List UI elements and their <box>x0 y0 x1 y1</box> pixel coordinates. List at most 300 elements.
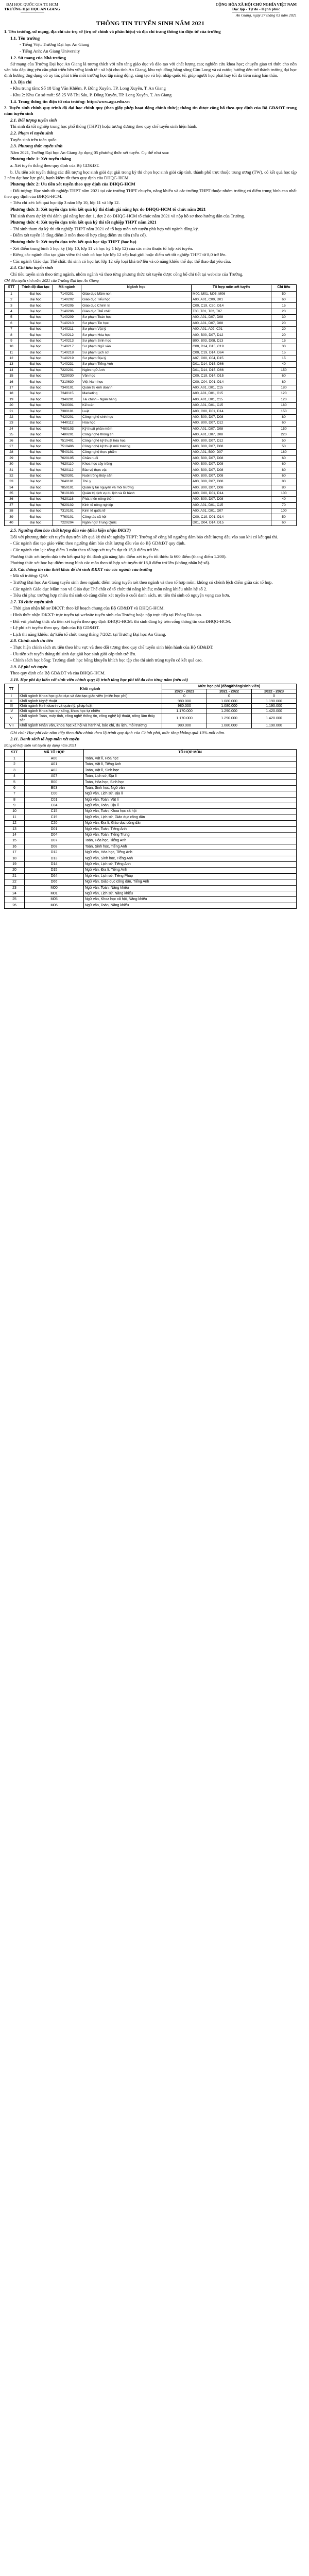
majors-row-cell: 80 <box>271 379 297 385</box>
majors-row <box>5 438 297 444</box>
majors-row-cell: Đại học <box>19 385 53 391</box>
majors-row <box>5 338 297 344</box>
combos-row <box>5 891 297 896</box>
combos-row-cell: Ngữ văn, Toán, Tiếng Anh <box>84 826 297 832</box>
majors-row-cell: 70 <box>271 502 297 508</box>
majors-row-cell: Đại học <box>19 490 53 496</box>
majors-row-cell: 40 <box>5 520 19 526</box>
majors-row-cell: 7220204 <box>53 520 81 526</box>
majors-row-cell: A07, C00, C04, D15 <box>192 355 271 361</box>
tuition-row-cell: V <box>5 714 19 723</box>
majors-row-cell: Chăn nuôi <box>81 455 192 461</box>
majors-row-cell: 7340201 <box>53 397 81 402</box>
majors-row-cell: Đại học <box>19 397 53 402</box>
majors-row-cell: Sư phạm Sinh học <box>81 338 192 344</box>
combos-row-cell: A07 <box>25 774 84 779</box>
combos-row-cell: C15 <box>25 809 84 815</box>
majors-row-cell: Sư phạm Toán học <box>81 315 192 320</box>
tuition-row-cell: 0 <box>207 694 252 699</box>
majors-table <box>4 284 297 527</box>
majors-row <box>5 514 297 520</box>
combos-row-cell: 7 <box>5 791 25 797</box>
majors-row-cell: Đại học <box>19 438 53 444</box>
majors-row-cell: Giáo dục Mầm non <box>81 291 192 297</box>
combos-row <box>5 826 297 832</box>
majors-row-cell: Ngôn ngữ Anh <box>81 367 192 373</box>
majors-row-cell: Giáo dục Thể chất <box>81 309 192 314</box>
combos-row-cell: 11 <box>5 815 25 820</box>
majors-row-cell: 15 <box>271 350 297 355</box>
majors-row-cell: Đại học <box>19 309 53 314</box>
majors-row-cell: Đại học <box>19 420 53 426</box>
majors-row-cell: 29 <box>5 455 19 461</box>
majors-row-cell: 15 <box>271 355 297 361</box>
majors-row-cell: 7140231 <box>53 362 81 367</box>
header-left <box>4 2 60 12</box>
majors-row-cell: 8 <box>5 332 19 338</box>
majors-row-cell: A00, A01, B00, D07 <box>192 450 271 455</box>
combos-row-cell: Ngữ văn, Toán, Địa lí <box>84 803 297 809</box>
majors-row <box>5 432 297 437</box>
tuition-row-cell: 1.420.000 <box>252 709 297 714</box>
majors-row <box>5 320 297 326</box>
combos-row-cell: Toán, Vật lí, Sinh học <box>84 768 297 773</box>
s25-text-4: Phương thức xét tuyển dựa trên kết quả kỳ thi đánh giá năng lực: điểm xét tuyển tối thiểu là 600 điểm (thang điểm 1.200). <box>10 553 227 559</box>
combos-row <box>5 903 297 908</box>
majors-row-cell: 15 <box>271 303 297 309</box>
majors-row-cell: 4 <box>5 309 19 314</box>
method-5a: - Xét điểm trung bình 5 học kỳ (lớp 10, lớp 11 và học kỳ 1 lớp 12) của các môn thuộc tổ hợp xét tuyển. <box>10 245 193 251</box>
majors-row-cell: 28 <box>5 450 19 455</box>
combos-row-cell: A00 <box>25 756 84 761</box>
majors-row-cell: 150 <box>271 426 297 432</box>
majors-row-cell: Công nghệ kỹ thuật môi trường <box>81 444 192 449</box>
majors-row-cell: 7140201 <box>53 291 81 297</box>
majors-row-cell: Việt Nam học <box>81 379 192 385</box>
majors-row-cell: Đại học <box>19 297 53 303</box>
majors-row-cell: Hóa học <box>81 420 192 426</box>
majors-row-cell: Văn học <box>81 374 192 379</box>
majors-row-cell: 39 <box>5 514 19 520</box>
majors-row-cell: 12 <box>5 355 19 361</box>
majors-row-cell: 7440112 <box>53 420 81 426</box>
majors-row-cell: C00, C19, D14, D64 <box>192 350 271 355</box>
s25-text-17: - Chính sách học bổng: Trường dành học bổng khuyến khích học tập cho thí sinh trúng tuyển có kết quả cao. <box>10 657 203 663</box>
combos-row-cell: Ngữ văn, Toán, Khoa học xã hội <box>84 809 297 815</box>
majors-body <box>5 291 297 526</box>
majors-row-cell: 7140219 <box>53 355 81 361</box>
majors-row-cell: Tài chính - Ngân hàng <box>81 397 192 402</box>
tuition-row-cell: 0 <box>162 694 207 699</box>
majors-row-cell: Đại học <box>19 338 53 344</box>
majors-row-cell: Giáo dục Tiểu học <box>81 297 192 303</box>
majors-row-cell: Quản lý tài nguyên và môi trường <box>81 485 192 490</box>
combos-row <box>5 768 297 773</box>
majors-row-cell: 19 <box>5 397 19 402</box>
s25-text-1: Đối với phương thức xét tuyển dựa trên kết quả kỳ thi tốt nghiệp THPT: Trường sẽ công bố ngưỡng đảm bảo chất lượng đầu vào sau khi có kết quả thi. <box>10 534 278 539</box>
tuition-row-cell: 1.080.000 <box>207 723 252 728</box>
majors-row-cell: Kế toán <box>81 403 192 409</box>
method-5-heading: Phương thức 5: Xét tuyển dựa trên kết quả học tập THPT (học bạ) <box>10 239 136 244</box>
combos-row <box>5 856 297 861</box>
majors-row-cell: Sư phạm Lịch sử <box>81 350 192 355</box>
majors-row-cell: A00, B00, D07, D12 <box>192 332 271 338</box>
majors-row <box>5 303 297 309</box>
majors-row-cell: 15 <box>271 338 297 344</box>
majors-row-cell: Đại học <box>19 367 53 373</box>
combos-row-cell: 8 <box>5 797 25 803</box>
majors-row-cell: Đại học <box>19 455 53 461</box>
majors-row-cell: 80 <box>271 485 297 490</box>
combos-row <box>5 844 297 850</box>
combos-row-cell: Toán, Sinh học, Ngữ văn <box>84 785 297 791</box>
majors-row-cell: 13 <box>5 362 19 367</box>
majors-row <box>5 350 297 355</box>
majors-row-cell: 20 <box>5 403 19 409</box>
majors-row-cell: 6 <box>5 320 19 326</box>
combos-row-cell: 16 <box>5 844 25 850</box>
majors-table-caption: Chỉ tiêu tuyển sinh năm 2021 của Trường Đại học An Giang <box>4 278 99 283</box>
majors-row-cell: A00, A01, D07, D08 <box>192 432 271 437</box>
majors-row-cell: 7140213 <box>53 338 81 344</box>
name-english: - Tiếng Anh: An Giang University <box>20 48 80 54</box>
majors-row-cell: 60 <box>271 520 297 526</box>
majors-row-cell: 7140206 <box>53 309 81 314</box>
tuition-group-header: Mức học phí (đồng/tháng/sinh viên) <box>162 684 297 689</box>
tuition-row-cell: 980.000 <box>162 723 207 728</box>
majors-row <box>5 332 297 338</box>
majors-row-cell: A00, A01, D01, D07 <box>192 509 271 514</box>
majors-row-cell: A00, A01, A02, C01 <box>192 326 271 332</box>
majors-row-cell: Đại học <box>19 502 53 508</box>
majors-row <box>5 502 297 508</box>
s25-item-1: 2.5. Ngưỡng đảm bảo chất lượng đầu vào (điều kiện nhận ĐKXT) <box>10 528 131 533</box>
s25-text-9: - Tiêu chí phụ: trường hợp nhiều thí sinh có cùng điểm xét tuyển ở cuối danh sách, ưu tiên thí sinh có nguyện vọng cao hơn. <box>10 592 230 598</box>
majors-row <box>5 467 297 473</box>
combos-row-cell: 4 <box>5 774 25 779</box>
majors-row-cell: Đại học <box>19 479 53 485</box>
combos-heading: 2.11. Danh sách tổ hợp môn xét tuyển <box>10 736 80 742</box>
majors-row-cell: 16 <box>5 379 19 385</box>
s1-item-1: 1.1. Tên trường <box>10 35 40 41</box>
majors-row <box>5 297 297 303</box>
majors-row-cell: Đại học <box>19 403 53 409</box>
majors-col-stt: STT <box>5 284 19 291</box>
method-2-heading: Phương thức 2: Ưu tiên xét tuyển theo quy định của ĐHQG-HCM <box>10 181 135 187</box>
s2-text-2: Tuyển sinh trên toàn quốc. <box>10 137 58 142</box>
majors-col-code: Mã ngành <box>53 284 81 291</box>
combos-row <box>5 862 297 868</box>
majors-row <box>5 397 297 402</box>
majors-row-cell: 60 <box>271 461 297 467</box>
majors-col-name: Ngành học <box>81 284 192 291</box>
combos-row <box>5 879 297 885</box>
majors-row-cell: 7140209 <box>53 315 81 320</box>
majors-row-cell: 3 <box>5 303 19 309</box>
majors-row-cell: 30 <box>271 315 297 320</box>
majors-row-cell: Quản trị dịch vụ du lịch và lữ hành <box>81 490 192 496</box>
majors-row-cell: 7340301 <box>53 403 81 409</box>
combos-row-cell: Toán, Hóa học, Sinh học <box>84 779 297 785</box>
s25-text-11: - Hình thức nhận ĐKXT: trực tuyến tại website tuyển sinh của Trường hoặc nộp trực tiếp tại Phòng Đào tạo. <box>10 612 202 617</box>
combos-row <box>5 762 297 768</box>
tuition-row-cell: 1.420.000 <box>252 714 297 723</box>
majors-row-cell: 36 <box>5 497 19 502</box>
majors-row-cell: 7810103 <box>53 490 81 496</box>
university-name: TRƯỜNG ĐẠI HỌC AN GIANG <box>4 7 60 12</box>
tuition-row-cell: Khối ngành Nghệ thuật <box>19 699 162 704</box>
combos-col-stt: STT <box>5 749 25 756</box>
majors-row <box>5 326 297 332</box>
combos-row-cell: D14 <box>25 862 84 868</box>
majors-row <box>5 391 297 397</box>
method-1b: b. Ưu tiên xét tuyển thẳng các đối tượng học sinh giỏi đạt giải trong kỳ thi chọn học sinh giỏi cấp tỉnh, thành phố trực thuộc trung ương (TW), có kết quả học tập 3 năm đạt học lực giỏi, hạnh kiểm tốt theo quy định của ĐHQG-HCM. <box>4 169 297 180</box>
combos-row-cell: 17 <box>5 850 25 856</box>
majors-row-cell: 32 <box>5 473 19 479</box>
majors-row-cell: Kỹ thuật phần mềm <box>81 426 192 432</box>
majors-row-cell: Đại học <box>19 426 53 432</box>
combos-row-cell: D07 <box>25 838 84 844</box>
majors-row-cell: A00, A01, D01, C15 <box>192 502 271 508</box>
combos-row-cell: 15 <box>5 838 25 844</box>
combos-row-cell: Ngữ văn, Toán, Năng khiếu <box>84 903 297 908</box>
s2-item-2: 2.2. Phạm vi tuyển sinh <box>10 130 54 136</box>
majors-row-cell: Đại học <box>19 315 53 320</box>
tuition-row-cell: 1.190.000 <box>252 704 297 709</box>
majors-row-cell: A00, B00, D07, D08 <box>192 461 271 467</box>
majors-col-combos: Tổ hợp môn xét tuyển <box>192 284 271 291</box>
method-5c: - Các ngành Giáo dục Thể chất: thí sinh có học lực lớp 12 xếp loại khá trở lên và có năng khiếu thể dục thể thao đạt yêu cầu. <box>10 258 231 264</box>
tuition-col-2020: 2020 - 2021 <box>162 689 207 694</box>
majors-row-cell: A00, B00, D07, D08 <box>192 485 271 490</box>
s25-text-18: Theo quy định của Bộ GD&ĐT và của ĐHQG-HCM. <box>10 670 106 676</box>
majors-row-cell: Đại học <box>19 509 53 514</box>
majors-row-cell: 20 <box>271 309 297 314</box>
majors-row-cell: 7140212 <box>53 332 81 338</box>
majors-row-cell: Đại học <box>19 520 53 526</box>
s1-item-3: 1.3. Địa chỉ <box>10 79 32 84</box>
s25-text-14: - Lịch thi năng khiếu: dự kiến tổ chức trong tháng 7/2021 tại Trường Đại học An Giang. <box>10 631 166 637</box>
combos-row-cell: B00 <box>25 779 84 785</box>
majors-row-cell: 7850101 <box>53 485 81 490</box>
majors-row-cell: 7510401 <box>53 438 81 444</box>
method-4-heading: Phương thức 4: Xét tuyển dựa trên kết quả kỳ thi tốt nghiệp THPT năm 2021 <box>10 219 157 225</box>
combos-row-cell: C04 <box>25 803 84 809</box>
combos-row-cell: 25 <box>5 897 25 903</box>
tuition-row <box>5 694 297 699</box>
combos-row-cell: A01 <box>25 762 84 768</box>
combos-col-subjects: TỔ HỢP MÔN <box>84 749 297 756</box>
majors-row-cell: Khoa học cây trồng <box>81 461 192 467</box>
majors-row-cell: Bảo vệ thực vật <box>81 467 192 473</box>
majors-row-cell: 7140218 <box>53 350 81 355</box>
majors-row-cell: Đại học <box>19 473 53 479</box>
combos-row-cell: D13 <box>25 856 84 861</box>
majors-row <box>5 409 297 414</box>
method-3-heading: Phương thức 3: Xét tuyển dựa trên kết quả kỳ thi đánh giá năng lực do ĐHQG-HCM tổ chức năm 2021 <box>10 206 206 212</box>
majors-row-cell: Đại học <box>19 514 53 520</box>
majors-row <box>5 374 297 379</box>
combos-row <box>5 897 297 903</box>
majors-row <box>5 509 297 514</box>
majors-row-cell: 35 <box>5 490 19 496</box>
majors-row-cell: Quản trị kinh doanh <box>81 385 192 391</box>
majors-row-cell: Đại học <box>19 362 53 367</box>
majors-row-cell: Đại học <box>19 461 53 467</box>
combos-row-cell: 6 <box>5 785 25 791</box>
majors-row-cell: Kinh tế nông nghiệp <box>81 502 192 508</box>
majors-row-cell: B00, B03, D08, D13 <box>192 338 271 344</box>
tuition-col-2021: 2021 - 2022 <box>207 689 252 694</box>
majors-row-cell: 40 <box>271 362 297 367</box>
majors-row <box>5 479 297 485</box>
combos-row-cell: Toán, Vật lí, Tiếng Anh <box>84 762 297 768</box>
majors-row-cell: 7480201 <box>53 432 81 437</box>
combos-row-cell: 21 <box>5 873 25 879</box>
combos-row <box>5 868 297 873</box>
majors-row-cell: Đại học <box>19 485 53 490</box>
tuition-row-cell: 1.190.000 <box>252 723 297 728</box>
majors-row-cell: Đại học <box>19 414 53 420</box>
method-2-criteria: - Tiêu chí xét: kết quả học tập 3 năm lớp 10, lớp 11 và lớp 12. <box>10 200 120 206</box>
majors-row-cell: 120 <box>271 397 297 402</box>
majors-row-cell: Công nghệ thông tin <box>81 432 192 437</box>
combos-row <box>5 833 297 838</box>
majors-row-cell: 150 <box>271 367 297 373</box>
combos-row-cell: 10 <box>5 809 25 815</box>
majors-row <box>5 473 297 479</box>
majors-row-cell: 30 <box>271 344 297 350</box>
majors-row <box>5 461 297 467</box>
majors-col-level: Trình độ đào tạo <box>19 284 53 291</box>
tuition-row-cell: Khối ngành Nhân văn, khoa học xã hội và hành vi, báo chí, du lịch, môi trường <box>19 723 162 728</box>
combos-row-cell: Ngữ văn, Địa lí, Giáo dục công dân <box>84 821 297 826</box>
majors-row-cell: A00, B00, D07, D08 <box>192 444 271 449</box>
majors-row-cell: Đại học <box>19 320 53 326</box>
s25-item-2: 2.6. Các thông tin cần thiết khác để thí sinh ĐKXT vào các ngành của trường <box>10 566 152 572</box>
majors-row-cell: 7140217 <box>53 344 81 350</box>
combos-row-cell: D64 <box>25 873 84 879</box>
tuition-row-cell: 1.290.000 <box>207 714 252 723</box>
majors-row-cell: 60 <box>271 297 297 303</box>
majors-row-cell: 120 <box>271 391 297 397</box>
majors-row-cell: Đại học <box>19 291 53 297</box>
combos-row-cell: Ngữ văn, Địa lí, Tiếng Anh <box>84 868 297 873</box>
tuition-row-cell: Khối ngành Khoa học sự sống, khoa học tự nhiên <box>19 709 162 714</box>
majors-row-cell: 100 <box>271 509 297 514</box>
majors-row-cell: Đại học <box>19 450 53 455</box>
combos-body <box>5 756 297 908</box>
majors-row-cell: 50 <box>271 291 297 297</box>
majors-row <box>5 450 297 455</box>
majors-row-cell: A00, B00, D07, D08 <box>192 455 271 461</box>
majors-row-cell: 7229030 <box>53 374 81 379</box>
majors-row-cell: 7540101 <box>53 450 81 455</box>
majors-row-cell: Đại học <box>19 350 53 355</box>
majors-row-cell: A00, B00, D07, D08 <box>192 414 271 420</box>
majors-row-cell: Đại học <box>19 344 53 350</box>
address-1: - Khu trung tâm: Số 18 Ung Văn Khiêm, P. Đông Xuyên, TP. Long Xuyên, T. An Giang <box>10 86 166 91</box>
national-motto: Độc lập - Tự do - Hạnh phúc <box>232 7 280 12</box>
majors-row <box>5 490 297 496</box>
s25-text-16: - Ưu tiên xét tuyển thẳng thí sinh đạt giải học sinh giỏi cấp tỉnh trở lên. <box>10 651 136 656</box>
majors-row-cell: Đại học <box>19 444 53 449</box>
majors-row-cell: Đại học <box>19 379 53 385</box>
tuition-col-2022: 2022 - 2023 <box>252 689 297 694</box>
combos-row <box>5 797 297 803</box>
combos-row-cell: D08 <box>25 844 84 850</box>
majors-row <box>5 385 297 391</box>
combos-row-cell: D04 <box>25 833 84 838</box>
majors-row <box>5 367 297 373</box>
majors-row-cell: T00, T01, T02, T07 <box>192 309 271 314</box>
s25-text-7: - Trường Đại học An Giang tuyển sinh theo ngành; điểm trúng tuyển xét theo ngành và theo tổ hợp môn; không có chênh lệch điểm giữa các tổ hợp. <box>10 579 273 585</box>
combos-row-cell: Toán, Hóa học, Tiếng Anh <box>84 838 297 844</box>
combos-row-cell: 12 <box>5 821 25 826</box>
combos-row-cell: M06 <box>25 903 84 908</box>
majors-row-cell: 7140211 <box>53 326 81 332</box>
combos-row-cell: Ngữ văn, Toán, Vật lí <box>84 797 297 803</box>
majors-row-cell: 60 <box>271 374 297 379</box>
majors-row-cell: 7340115 <box>53 391 81 397</box>
majors-row-cell: Công nghệ kỹ thuật hóa học <box>81 438 192 444</box>
majors-row-cell: 7620301 <box>53 473 81 479</box>
tuition-row-cell: Khối ngành Toán, máy tính, công nghệ thông tin, công nghệ kỹ thuật, nông lâm thủy sản <box>19 714 162 723</box>
combos-row-cell: Ngữ văn, Lịch sử, Tiếng Pháp <box>84 873 297 879</box>
combos-row-cell: D66 <box>25 879 84 885</box>
tuition-body <box>5 694 297 728</box>
majors-row-cell: 7420201 <box>53 414 81 420</box>
majors-row-cell: 7220201 <box>53 367 81 373</box>
s2-item-1: 2.1. Đối tượng tuyển sinh <box>10 117 57 123</box>
majors-row-cell: 7380101 <box>53 409 81 414</box>
majors-row <box>5 309 297 314</box>
combos-row-cell: 23 <box>5 885 25 891</box>
tuition-header-row <box>5 684 297 689</box>
majors-row-cell: Sư phạm Tin học <box>81 320 192 326</box>
majors-row <box>5 444 297 449</box>
majors-row <box>5 414 297 420</box>
majors-row-cell: 20 <box>271 326 297 332</box>
tuition-row-cell: Khối ngành Khoa học giáo dục và đào tạo giáo viên (miễn học phí) <box>19 694 162 699</box>
document-page <box>0 0 301 913</box>
majors-row-cell: 7510406 <box>53 444 81 449</box>
majors-row-cell: Công nghệ thực phẩm <box>81 450 192 455</box>
tuition-row-cell: 980.000 <box>162 704 207 709</box>
majors-row-cell: 7760101 <box>53 514 81 520</box>
s25-text-15: - Thực hiện chính sách ưu tiên theo khu vực và theo đối tượng theo quy chế tuyển sinh hiện hành của Bộ GD&ĐT. <box>10 644 214 650</box>
s2-text-4: Chỉ tiêu tuyển sinh theo từng ngành, nhóm ngành và theo từng phương thức xét tuyển được công bố chi tiết tại website của Trường. <box>10 271 244 277</box>
tuition-table <box>4 684 297 728</box>
address-2: - Khu 2: Khu Cơ sở mới: Số 25 Võ Thị Sáu, P. Đông Xuyên, TP. Long Xuyên, T. An Giang <box>10 92 172 98</box>
combos-row-cell: D15 <box>25 868 84 873</box>
majors-row-cell: Đại học <box>19 391 53 397</box>
majors-row-cell: 50 <box>271 438 297 444</box>
majors-row-cell: 21 <box>5 409 19 414</box>
majors-row-cell: A00, B00, D07, D08 <box>192 473 271 479</box>
combos-row-cell: 3 <box>5 768 25 773</box>
majors-col-quota: Chỉ tiêu <box>271 284 297 291</box>
combos-row-cell: 14 <box>5 833 25 838</box>
s25-text-12: - Đối với phương thức ưu tiên xét tuyển theo quy định ĐHQG-HCM: thí sinh đăng ký trên cổng thông tin của ĐHQG-HCM. <box>10 618 231 624</box>
majors-row-cell: A00, A01, C00, D01 <box>192 297 271 303</box>
majors-row-cell: 37 <box>5 502 19 508</box>
majors-row-cell: C00, C19, D14, D15 <box>192 374 271 379</box>
majors-row-cell: Sư phạm Ngữ văn <box>81 344 192 350</box>
s2-item-4: 2.4. Chỉ tiêu tuyển sinh <box>10 265 53 270</box>
majors-row-cell: Đại học <box>19 303 53 309</box>
header-right <box>216 2 297 12</box>
